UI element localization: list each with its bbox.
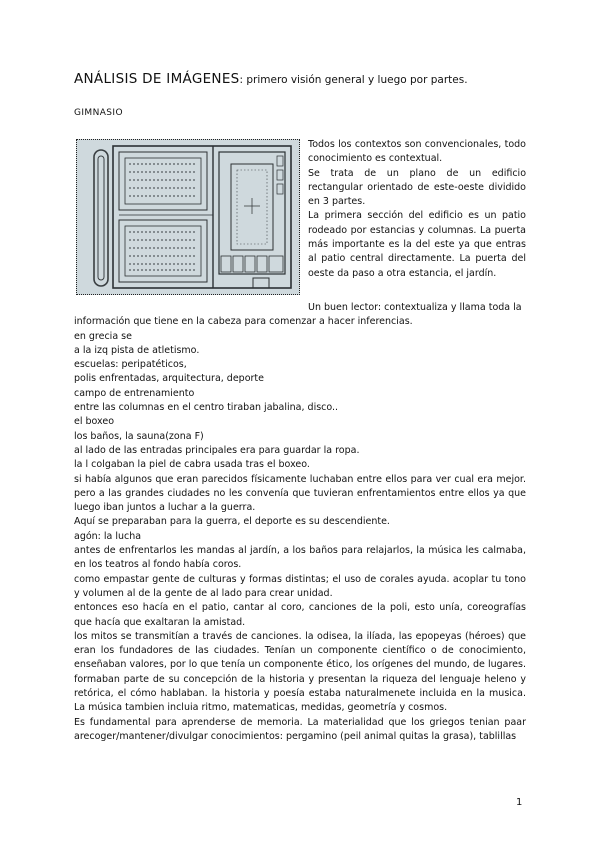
gymnasium-plan-icon [77,140,299,294]
text-line: la l colgaban la piel de cabra usada tras el boxeo. [74,459,310,471]
text-paragraph: Es fundamental para aprenderse de memoria. La materialidad que los griegos tenian paar arecoger/mantener/divulgar conocimientos: pergamino (peil animal quitas la grasa), tablillas [74,716,526,742]
title-main: ANÁLISIS DE IMÁGENES [74,71,240,87]
text-line: en grecia se [74,330,132,342]
section-heading: GIMNASIO [74,108,123,118]
text-line: a la izq pista de atletismo. [74,344,200,356]
text-line: escuelas: peripatéticos, [74,359,187,371]
text-line: agón: la lucha [74,530,142,542]
text-paragraph: si había algunos que eran parecidos físicamente luchaban entre ellos para ver cual era mejor. pero a las grandes ciudades no les convenía que tuvieran enfrentamientos entre ellos ya que luego iban juntos a luchar a la guerra. [74,473,526,514]
text-line: los baños, la sauna(zona F) [74,430,204,442]
text-line: polis enfrentadas, arquitectura, deporte [74,373,264,385]
text-paragraph: los mitos se transmitían a través de canciones. la odisea, la ilíada, las epopeyas (héroes) que eran los fundadores de las ciudades. Tenían un componente científico o de conocimiento, enseñaban valores, por lo que tenía un componente ético, los orígenes del mundo, de lugares. formaban parte de su concepción de la historia y presentan la riqueza del lenguaje heleno y retórica, el cómo hablaban. la historia y poesía estaba naturalmenete incluida en la musica. La música tambien incluia ritmo, matematicas, medidas, geometría y cosmos. [74,630,526,714]
wrap-line-rest: información que tiene en la cabeza para comenzar a hacer inferencias. [74,316,413,328]
side-paragraph: Todos los contextos son convencionales, todo conocimiento es contextual. [308,139,526,165]
side-paragraph: La primera sección del edificio es un patio rodeado por estancias y columnas. La puerta más importante es la del este ya que entras al patio central directamente. La puerta del oeste da paso a otra estancia, el jardín. [308,210,526,279]
wrap-line-first: Un buen lector: contextualiza y llama toda la [308,302,522,313]
text-paragraph: como empastar gente de culturas y formas distintas; el uso de corales ayuda. acoplar tu tono y volumen al de la gente de al lado para crear unidad. [74,573,526,599]
text-line: el boxeo [74,416,115,428]
text-line: entre las columnas en el centro tiraban jabalina, disco.. [74,402,339,414]
text-line: al lado de las entradas principales era para guardar la ropa. [74,444,360,456]
gymnasium-plan-image [76,139,300,295]
side-text [308,138,526,281]
page-number: 1 [516,797,523,808]
text-line: campo de entrenamiento [74,387,195,399]
text-line: Aquí se preparaban para la guerra, el deporte es su descendiente. [74,516,390,528]
text-paragraph: entonces eso hacía en el patio, cantar al coro, canciones de la poli, esto unía, coreografías que hacía que exaltaran la amistad. [74,602,526,628]
title-rest: : primero visión general y luego por partes. [239,74,468,86]
side-paragraph: Se trata de un plano de un edificio rectangular orientado de este-oeste dividido en 3 partes. [308,167,526,208]
body-text [74,301,526,744]
page-title [74,72,534,87]
text-paragraph: antes de enfrentarlos les mandas al jardín, a los baños para relajarlos, la música les calmaba, en los teatros al fondo había coros. [74,545,526,571]
